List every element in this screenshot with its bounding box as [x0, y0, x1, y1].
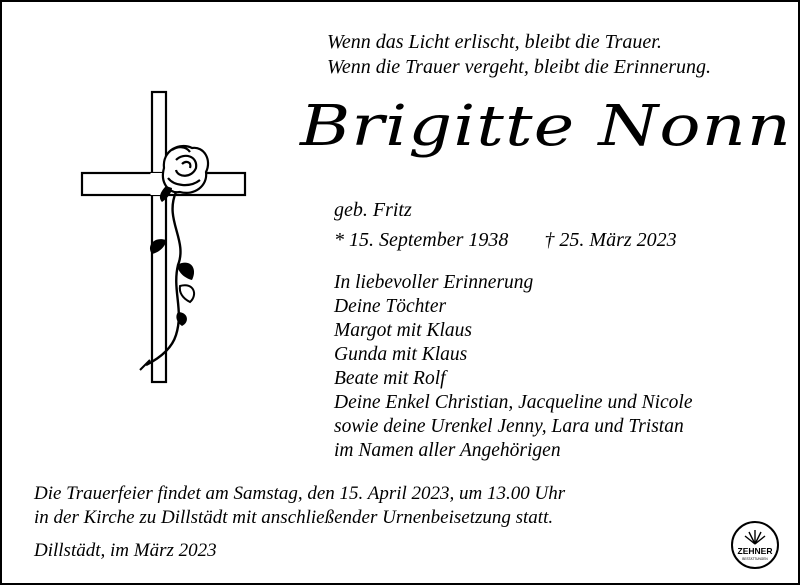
service-line-1: Die Trauerfeier findet am Samstag, den 15. April 2023, um 13.00 Uhr: [34, 483, 566, 504]
birth-date: * 15. September 1938: [334, 229, 509, 251]
logo-text: ZEHNER: [737, 546, 773, 556]
motto-line-1: Wenn das Licht erlischt, bleibt die Trauer.: [327, 31, 662, 53]
mourner-line: Margot mit Klaus: [334, 320, 472, 341]
deceased-name: Brigitte Nonn: [300, 94, 793, 159]
wheat-sheaf-icon: [730, 520, 780, 570]
cross-with-rose-icon: [80, 90, 250, 385]
motto-line-2: Wenn die Trauer vergeht, bleibt die Erinnerung.: [327, 56, 712, 78]
mourner-line: im Namen aller Angehörigen: [334, 440, 561, 461]
funeral-home-logo: [730, 520, 780, 575]
maiden-name: geb. Fritz: [334, 199, 412, 221]
mourner-line: Deine Töchter: [334, 296, 447, 317]
mourner-line: sowie deine Urenkel Jenny, Lara und Tristan: [334, 416, 684, 437]
service-line-2: in der Kirche zu Dillstädt mit anschließender Urnenbeisetzung statt.: [34, 507, 554, 528]
mourner-line: Deine Enkel Christian, Jacqueline und Nicole: [334, 392, 693, 413]
mourner-line: Beate mit Rolf: [334, 368, 446, 389]
place-date: Dillstädt, im März 2023: [34, 540, 217, 561]
mourner-line: Gunda mit Klaus: [334, 344, 468, 365]
logo-subtext: BESTATTUNGEN: [742, 557, 768, 561]
death-date: † 25. März 2023: [544, 229, 677, 251]
mourner-line: In liebevoller Erinnerung: [334, 272, 534, 293]
life-dates: [334, 229, 677, 252]
